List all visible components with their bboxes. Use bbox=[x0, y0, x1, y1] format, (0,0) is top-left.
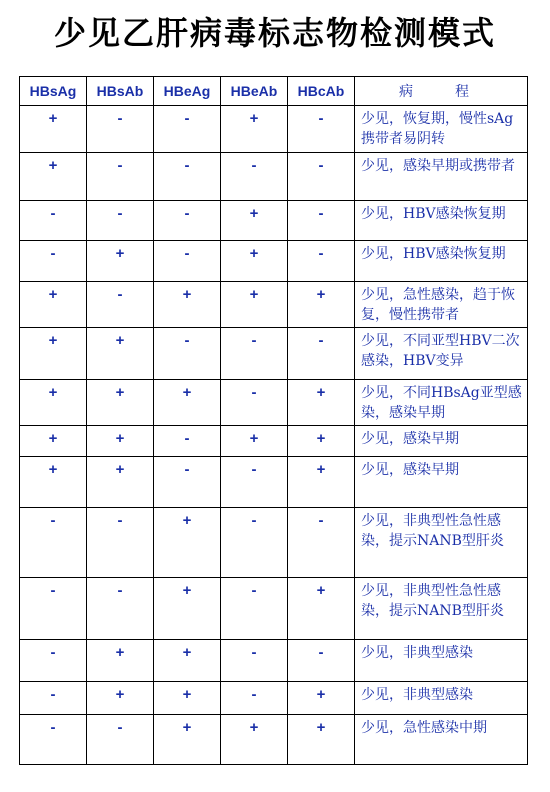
marker-cell: - bbox=[288, 640, 355, 682]
course-cell: 少见，恢复期，慢性sAg携带者易阴转 bbox=[355, 106, 528, 153]
header-hbcab: HBcAb bbox=[288, 77, 355, 106]
course-cell: 少见，HBV感染恢复期 bbox=[355, 241, 528, 282]
table-row bbox=[20, 328, 528, 380]
course-cell: 少见，非典型性急性感染，提示NANB型肝炎 bbox=[355, 578, 528, 640]
marker-cell: - bbox=[154, 241, 221, 282]
marker-cell: + bbox=[288, 715, 355, 765]
marker-cell: + bbox=[87, 457, 154, 508]
table-row bbox=[20, 282, 528, 328]
marker-cell: + bbox=[154, 715, 221, 765]
marker-cell: + bbox=[87, 241, 154, 282]
marker-cell: - bbox=[154, 153, 221, 201]
marker-cell: - bbox=[154, 106, 221, 153]
marker-cell: + bbox=[288, 682, 355, 715]
course-cell: 少见，感染早期或携带者 bbox=[355, 153, 528, 201]
marker-cell: + bbox=[221, 715, 288, 765]
marker-cell: + bbox=[288, 578, 355, 640]
marker-cell: + bbox=[221, 426, 288, 457]
marker-cell: + bbox=[20, 328, 87, 380]
header-course: 病 程 bbox=[355, 77, 528, 106]
marker-cell: - bbox=[87, 508, 154, 578]
marker-cell: + bbox=[20, 426, 87, 457]
marker-cell: - bbox=[20, 508, 87, 578]
table-row bbox=[20, 426, 528, 457]
marker-cell: - bbox=[20, 201, 87, 241]
marker-cell: - bbox=[87, 578, 154, 640]
marker-cell: + bbox=[288, 457, 355, 508]
marker-cell: + bbox=[221, 282, 288, 328]
marker-cell: - bbox=[221, 640, 288, 682]
marker-cell: + bbox=[87, 328, 154, 380]
marker-cell: - bbox=[221, 682, 288, 715]
marker-cell: + bbox=[221, 201, 288, 241]
marker-cell: - bbox=[288, 328, 355, 380]
marker-cell: - bbox=[221, 508, 288, 578]
table-row bbox=[20, 682, 528, 715]
table-row bbox=[20, 457, 528, 508]
marker-cell: + bbox=[221, 241, 288, 282]
marker-cell: + bbox=[221, 106, 288, 153]
marker-cell: - bbox=[221, 457, 288, 508]
marker-cell: - bbox=[20, 241, 87, 282]
course-cell: 少见，急性感染中期 bbox=[355, 715, 528, 765]
marker-cell: + bbox=[154, 640, 221, 682]
header-row bbox=[20, 77, 528, 106]
marker-cell: - bbox=[221, 328, 288, 380]
marker-cell: + bbox=[20, 153, 87, 201]
marker-cell: + bbox=[20, 380, 87, 426]
marker-cell: - bbox=[221, 153, 288, 201]
marker-cell: + bbox=[154, 508, 221, 578]
marker-cell: + bbox=[87, 380, 154, 426]
marker-cell: - bbox=[288, 153, 355, 201]
table-row bbox=[20, 508, 528, 578]
marker-pattern-table bbox=[19, 76, 528, 765]
marker-cell: + bbox=[154, 380, 221, 426]
course-cell: 少见，HBV感染恢复期 bbox=[355, 201, 528, 241]
marker-cell: - bbox=[221, 380, 288, 426]
marker-cell: + bbox=[288, 282, 355, 328]
marker-cell: + bbox=[87, 682, 154, 715]
marker-cell: + bbox=[288, 380, 355, 426]
header-hbeag: HBeAg bbox=[154, 77, 221, 106]
table-row bbox=[20, 380, 528, 426]
marker-cell: - bbox=[87, 282, 154, 328]
marker-cell: - bbox=[288, 201, 355, 241]
marker-cell: + bbox=[154, 682, 221, 715]
marker-cell: - bbox=[288, 106, 355, 153]
header-hbsab: HBsAb bbox=[87, 77, 154, 106]
marker-cell: + bbox=[87, 640, 154, 682]
table-row bbox=[20, 715, 528, 765]
marker-cell: - bbox=[154, 201, 221, 241]
marker-cell: - bbox=[20, 640, 87, 682]
marker-cell: - bbox=[20, 715, 87, 765]
marker-cell: + bbox=[20, 106, 87, 153]
marker-cell: - bbox=[154, 457, 221, 508]
course-cell: 少见，感染早期 bbox=[355, 426, 528, 457]
marker-cell: - bbox=[288, 241, 355, 282]
header-hbsag: HBsAg bbox=[20, 77, 87, 106]
marker-cell: - bbox=[20, 578, 87, 640]
marker-cell: + bbox=[288, 426, 355, 457]
marker-cell: - bbox=[20, 682, 87, 715]
marker-cell: - bbox=[288, 508, 355, 578]
marker-cell: - bbox=[154, 426, 221, 457]
marker-cell: - bbox=[87, 201, 154, 241]
marker-cell: + bbox=[20, 457, 87, 508]
marker-cell: + bbox=[87, 426, 154, 457]
course-cell: 少见，非典型感染 bbox=[355, 682, 528, 715]
header-hbeab: HBeAb bbox=[221, 77, 288, 106]
table-row bbox=[20, 106, 528, 153]
table-row bbox=[20, 153, 528, 201]
marker-cell: - bbox=[87, 106, 154, 153]
table-row bbox=[20, 578, 528, 640]
marker-cell: + bbox=[20, 282, 87, 328]
marker-cell: - bbox=[221, 578, 288, 640]
table-row bbox=[20, 640, 528, 682]
marker-cell: + bbox=[154, 578, 221, 640]
marker-cell: - bbox=[87, 715, 154, 765]
table-row bbox=[20, 201, 528, 241]
course-cell: 少见，非典型感染 bbox=[355, 640, 528, 682]
marker-cell: - bbox=[154, 328, 221, 380]
marker-cell: + bbox=[154, 282, 221, 328]
course-cell: 少见，感染早期 bbox=[355, 457, 528, 508]
course-cell: 少见，非典型性急性感染，提示NANB型肝炎 bbox=[355, 508, 528, 578]
course-cell: 少见，不同HBsAg亚型感染，感染早期 bbox=[355, 380, 528, 426]
table-row bbox=[20, 241, 528, 282]
course-cell: 少见，急性感染，趋于恢复，慢性携带者 bbox=[355, 282, 528, 328]
marker-cell: - bbox=[87, 153, 154, 201]
course-cell: 少见，不同亚型HBV二次感染，HBV变异 bbox=[355, 328, 528, 380]
page-title: 少见乙肝病毒标志物检测模式 bbox=[53, 14, 496, 52]
